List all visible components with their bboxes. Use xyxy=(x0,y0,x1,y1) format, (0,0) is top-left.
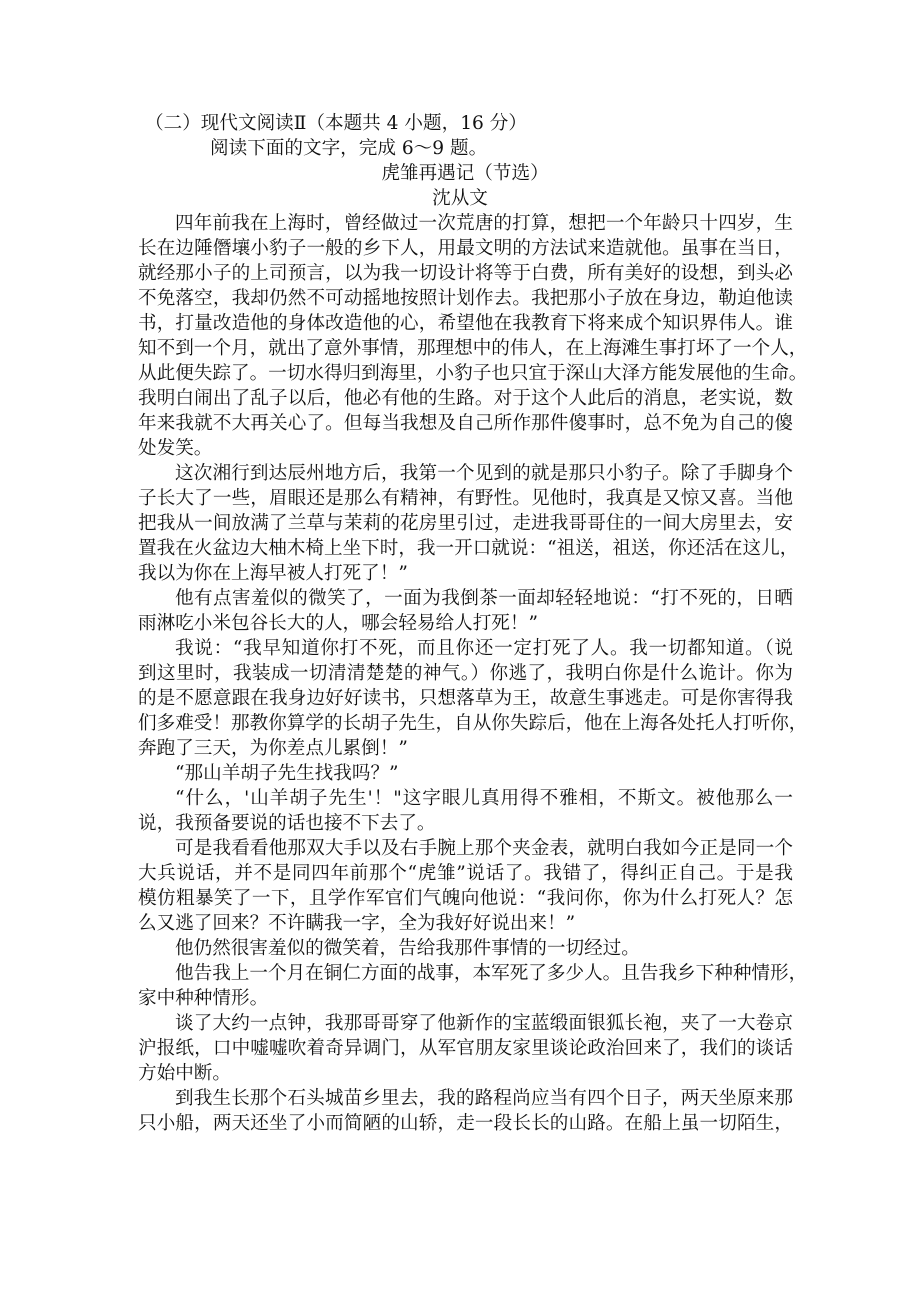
text-line: 到这里时，我装成一切清清楚楚的神气。）你逃了，我明白你是什么诡计。你为 xyxy=(138,663,793,684)
text-line: 置我在火盆边大柚木椅上坐下时，我一开口就说：“祖送，祖送，你还活在这儿， xyxy=(138,538,799,559)
text-line: 我说：“我早知道你打不死，而且你还一定打死了人。我一切都知道。（说 xyxy=(175,638,793,659)
article-author: 沈从文 xyxy=(432,188,488,209)
text-line: 方始中断。 xyxy=(138,1063,231,1084)
text-line: 就经那小子的上司预言，以为我一切设计将等于白费，所有美好的设想，到头必 xyxy=(138,263,793,284)
text-line: 模仿粗暴笑了一下，且学作军官们气魄向他说：“我问你，你为什么打死人？怎 xyxy=(138,888,793,909)
text-line: 可是我看看他那双大手以及右手腕上那个夹金表，就明白我如今正是同一个 xyxy=(175,838,793,859)
text-line: “那山羊胡子先生找我吗？” xyxy=(175,763,399,784)
instruction: 阅读下面的文字，完成 6～9 题。 xyxy=(210,138,488,159)
text-line: 的是不愿意跟在我身边好好读书，只想落草为王，故意生事逃走。可是你害得我 xyxy=(138,688,793,709)
text-line: 我明白闹出了乱子以后，他必有他的生路。对于这个人此后的消息，老实说，数 xyxy=(138,388,793,409)
text-line: 他有点害羞似的微笑了，一面为我倒茶一面却轻轻地说：“打不死的，日晒 xyxy=(175,588,793,609)
text-line: 谈了大约一点钟，我那哥哥穿了他新作的宝蓝缎面银狐长袍，夹了一大卷京 xyxy=(175,1013,793,1034)
text-line: 长在边陲僭壤小豹子一般的乡下人，用最文明的方法试来造就他。虽事在当日， xyxy=(138,238,793,259)
text-line: 子长大了一些，眉眼还是那么有精神，有野性。见他时，我真是又惊又喜。当他 xyxy=(138,488,793,509)
text-line: 他仍然很害羞似的微笑着，告给我那件事情的一切经过。 xyxy=(175,938,640,959)
text-line: “什么，'山羊胡子先生'！"这字眼儿真用得不雅相，不斯文。被他那么一 xyxy=(175,788,793,809)
text-line: 我以为你在上海早被人打死了！” xyxy=(138,563,408,584)
article-title: 虎雏再遇记（节选） xyxy=(381,163,549,184)
text-line: 处发笑。 xyxy=(138,438,213,459)
text-line: 不免落空，我却仍然不可动摇地按照计划作去。我把那小子放在身边，勒迫他读 xyxy=(138,288,793,309)
text-line: 家中种种情形。 xyxy=(138,988,269,1009)
text-line: 么又逃了回来？不许瞒我一字，全为我好好说出来！” xyxy=(138,913,576,934)
text-line: 们多难受！那教你算学的长胡子先生，自从你失踪后，他在上海各处托人打听你， xyxy=(138,713,808,734)
text-line: 把我从一间放满了兰草与茉莉的花房里引过，走进我哥哥住的一间大房里去，安 xyxy=(138,513,793,534)
text-line: 四年前我在上海时，曾经做过一次荒唐的打算，想把一个年龄只十四岁，生 xyxy=(175,213,793,234)
text-line: 这次湘行到达辰州地方后，我第一个见到的就是那只小豹子。除了手脚身个 xyxy=(175,463,793,484)
text-line: 到我生长那个石头城苗乡里去，我的路程尚应当有四个日子，两天坐原来那 xyxy=(175,1088,793,1109)
text-line: 知不到一个月，就出了意外事情，那理想中的伟人，在上海滩生事打坏了一个人， xyxy=(138,338,808,359)
text-line: 说，我预备要说的话也接不下去了。 xyxy=(138,813,436,834)
text-line: 沪报纸，口中嘘嘘吹着奇异调门，从军官朋友家里谈论政治回来了，我们的谈话 xyxy=(138,1038,793,1059)
text-line: 书，打量改造他的身体改造他的心，希望他在我教育下将来成个知识界伟人。谁 xyxy=(138,313,793,334)
section-heading: （二）现代文阅读Ⅱ（本题共 4 小题，16 分） xyxy=(145,113,527,134)
text-line: 只小船，两天还坐了小而简陋的山轿，走一段长长的山路。在船上虽一切陌生， xyxy=(138,1113,793,1134)
text-line: 大兵说话，并不是同四年前那个“虎雏”说话了。我错了，得纠正自己。于是我 xyxy=(138,863,793,884)
text-line: 雨淋吃小米包谷长大的人，哪会轻易给人打死！” xyxy=(138,613,538,634)
text-line: 他告我上一个月在铜仁方面的战事，本军死了多少人。且告我乡下种种情形， xyxy=(175,963,808,984)
text-line: 年来我就不大再关心了。但每当我想及自己所作那件傻事时，总不免为自己的傻 xyxy=(138,413,793,434)
text-line: 奔跑了三天，为你差点儿累倒！” xyxy=(138,738,408,759)
text-line: 从此便失踪了。一切水得归到海里，小豹子也只宜于深山大泽方能发展他的生命。 xyxy=(138,363,808,384)
